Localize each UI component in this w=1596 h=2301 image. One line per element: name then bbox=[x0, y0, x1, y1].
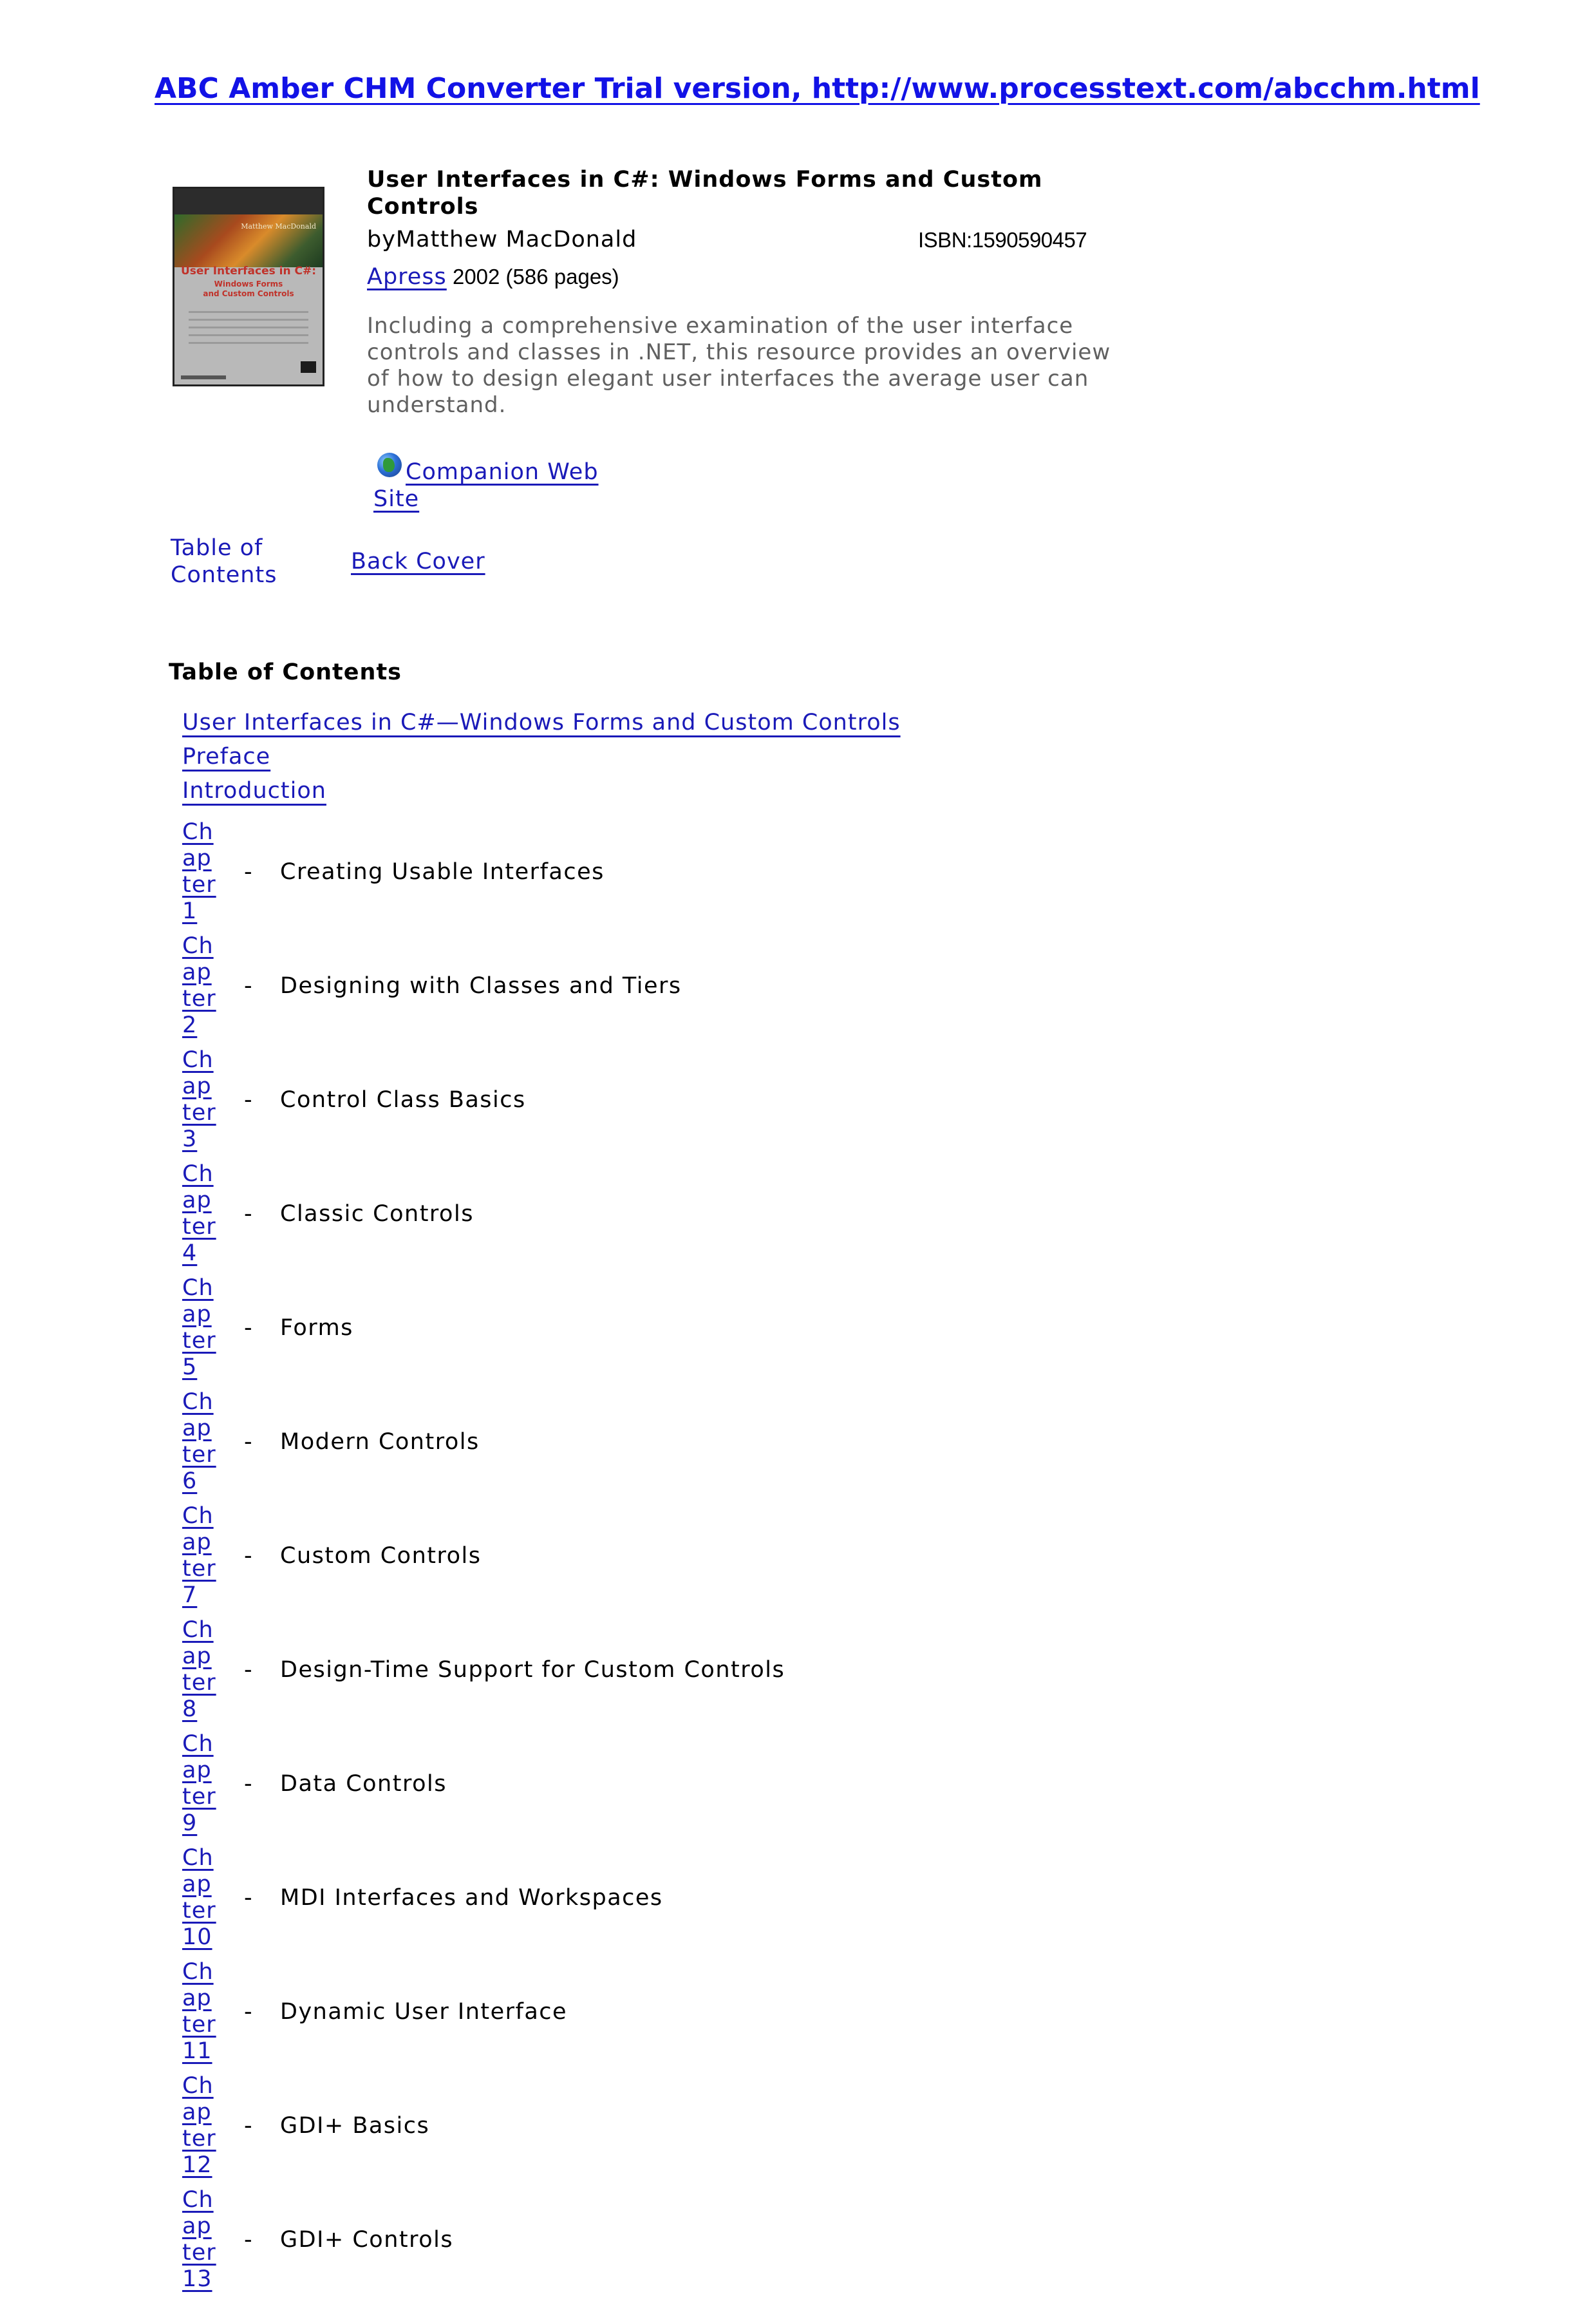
chapter-dash: - bbox=[244, 1087, 252, 1113]
cover-author: Matthew MacDonald bbox=[241, 222, 316, 231]
chapter-link[interactable]: Chapter 6 bbox=[182, 1389, 216, 1494]
chapter-dash: - bbox=[244, 1771, 252, 1797]
companion-web-site-label: Companion Web Site bbox=[373, 459, 599, 512]
chapter-dash: - bbox=[244, 1315, 252, 1341]
chapter-dash: - bbox=[244, 973, 252, 999]
chapter-link[interactable]: Chapter 7 bbox=[182, 1503, 216, 1608]
book-title: User Interfaces in C#: Windows Forms and Custom Controls bbox=[367, 167, 1043, 220]
publisher-logo-icon bbox=[301, 361, 316, 373]
cover-subtitle-line: and Custom Controls bbox=[203, 289, 294, 298]
chapter-row bbox=[182, 933, 1341, 1047]
chapter-row bbox=[182, 1731, 1341, 1845]
chapter-title: Design-Time Support for Custom Controls bbox=[280, 1657, 785, 1683]
chapter-row bbox=[182, 1389, 1341, 1503]
chapter-link[interactable]: Chapter 1 bbox=[182, 819, 216, 924]
companion-web-site-link[interactable] bbox=[373, 459, 605, 513]
chapter-dash: - bbox=[244, 859, 252, 885]
chapter-dash: - bbox=[244, 1543, 252, 1569]
chapter-title: Data Controls bbox=[280, 1771, 447, 1797]
book-cover-image bbox=[173, 187, 324, 386]
chapter-link[interactable]: Chapter 10 bbox=[182, 1845, 216, 1950]
chapter-link[interactable]: Chapter 8 bbox=[182, 1617, 216, 1722]
chapter-link[interactable]: Chapter 9 bbox=[182, 1731, 216, 1836]
chapter-dash: - bbox=[244, 2113, 252, 2139]
chapter-dash: - bbox=[244, 1429, 252, 1455]
chapter-title: Custom Controls bbox=[280, 1543, 482, 1569]
chapter-title: Forms bbox=[280, 1315, 353, 1341]
chapter-link[interactable]: Chapter 2 bbox=[182, 933, 216, 1038]
chapter-dash: - bbox=[244, 1999, 252, 2025]
chapter-link[interactable]: Chapter 5 bbox=[182, 1275, 216, 1380]
chapter-row bbox=[182, 1503, 1341, 1617]
toc-heading: Table of Contents bbox=[169, 659, 402, 685]
chapter-title: GDI+ Basics bbox=[280, 2113, 430, 2139]
publication-details: 2002 (586 pages) bbox=[446, 265, 619, 289]
chapter-link[interactable]: Chapter 12 bbox=[182, 2073, 216, 2178]
trial-banner-link[interactable]: ABC Amber CHM Converter Trial version, http://www.processtext.com/abcchm.html bbox=[155, 72, 1480, 105]
chapter-row bbox=[182, 1617, 1341, 1731]
book-author: byMatthew MacDonald bbox=[367, 227, 637, 252]
toc-link-introduction[interactable]: Introduction bbox=[182, 778, 326, 804]
table-of-contents-link[interactable]: Table of Contents bbox=[171, 535, 277, 588]
chapter-link[interactable]: Chapter 13 bbox=[182, 2187, 216, 2292]
chapter-link[interactable]: Chapter 11 bbox=[182, 1959, 216, 2064]
cover-subtitle-line: Windows Forms bbox=[214, 279, 283, 289]
publisher-line bbox=[367, 264, 619, 290]
chapter-row bbox=[182, 2187, 1341, 2301]
chapter-dash: - bbox=[244, 2227, 252, 2253]
chapter-row bbox=[182, 2073, 1341, 2187]
book-isbn: ISBN:1590590457 bbox=[918, 228, 1087, 252]
chapter-title: Classic Controls bbox=[280, 1201, 474, 1227]
chapter-title: Modern Controls bbox=[280, 1429, 480, 1455]
chapter-title: GDI+ Controls bbox=[280, 2227, 454, 2253]
publisher-link[interactable]: Apress bbox=[367, 264, 447, 290]
chapter-row bbox=[182, 1959, 1341, 2073]
book-description: Including a comprehensive examination of the user interface controls and classes in .NET, this resource provides an overview of how to design elegant user interfaces the average user can understand. bbox=[367, 313, 1111, 418]
chapter-row bbox=[182, 1047, 1341, 1161]
cover-title: User Interfaces in C#: bbox=[180, 265, 317, 278]
chapter-row bbox=[182, 1845, 1341, 1959]
chapter-title: Dynamic User Interface bbox=[280, 1999, 568, 2025]
chapter-title: Control Class Basics bbox=[280, 1087, 526, 1113]
cover-subtitle bbox=[174, 279, 323, 299]
chapter-row bbox=[182, 1275, 1341, 1389]
toc-link-front-matter[interactable]: User Interfaces in C#—Windows Forms and Custom Controls bbox=[182, 710, 901, 735]
chapter-title: Designing with Classes and Tiers bbox=[280, 973, 682, 999]
toc-link-preface[interactable]: Preface bbox=[182, 744, 271, 770]
back-cover-link[interactable]: Back Cover bbox=[351, 549, 485, 574]
chapter-link[interactable]: Chapter 4 bbox=[182, 1161, 216, 1266]
chapter-row bbox=[182, 819, 1341, 933]
chapter-link[interactable]: Chapter 3 bbox=[182, 1047, 216, 1152]
chapter-dash: - bbox=[244, 1657, 252, 1683]
chapter-title: MDI Interfaces and Workspaces bbox=[280, 1885, 663, 1911]
chapter-dash: - bbox=[244, 1885, 252, 1911]
chapter-row bbox=[182, 1161, 1341, 1275]
chapter-dash: - bbox=[244, 1201, 252, 1227]
chapter-list bbox=[182, 819, 1341, 2301]
chapter-title: Creating Usable Interfaces bbox=[280, 859, 605, 885]
